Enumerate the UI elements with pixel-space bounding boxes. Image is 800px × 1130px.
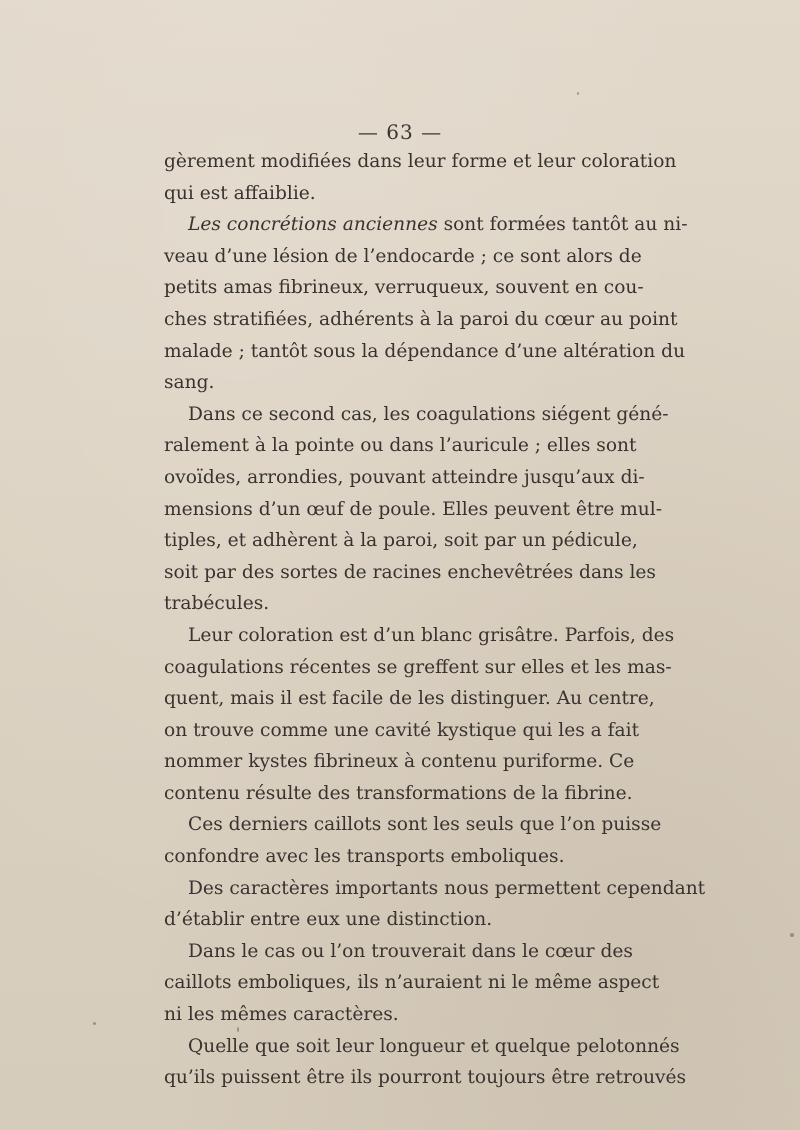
text-line: nommer kystes fibrineux à contenu puriforme. Ce	[164, 751, 635, 773]
text-line: sang.	[164, 372, 215, 394]
text-line: ches stratifiées, adhérents à la paroi du cœur au point	[164, 308, 678, 330]
text-line: gèrement modifiées dans leur forme et leur coloration	[164, 151, 677, 172]
text-line: contenu résulte des transformations de la fibrine.	[164, 782, 633, 804]
italic-term: Les concrétions anciennes	[188, 214, 438, 236]
text-line: ovoïdes, arrondies, pouvant atteindre jusqu’aux di-	[164, 466, 645, 488]
paper-speck	[93, 1022, 96, 1025]
text-line: soit par des sortes de racines enchevêtrées dans les	[164, 561, 656, 583]
text-line: trabécules.	[164, 593, 270, 615]
page-number: — 63 —	[357, 120, 443, 144]
body-text	[164, 146, 706, 1094]
text-line: Ces derniers caillots sont les seuls que l’on puisse	[188, 814, 662, 836]
text-line: Dans ce second cas, les coagulations siégent géné-	[188, 403, 669, 425]
paper-speck	[577, 92, 579, 95]
text-line-rest: sont formées tantôt au ni-	[437, 214, 688, 236]
text-line: Dans le cas ou l’on trouverait dans le cœur des	[188, 940, 633, 962]
text-line: qui est affaiblie.	[164, 182, 316, 204]
text-line: veau d’une lésion de l’endocarde ; ce sont alors de	[164, 245, 642, 267]
text-line: coagulations récentes se greffent sur elles et les mas-	[164, 656, 672, 678]
text-line: d’établir entre eux une distinction.	[164, 909, 493, 931]
text-line: qu’ils puissent être ils pourront toujours être retrouvés	[164, 1067, 687, 1089]
text-line: tiples, et adhèrent à la paroi, soit par un pédicule,	[164, 530, 638, 552]
text-line: Leur coloration est d’un blanc grisâtre. Parfois, des	[188, 624, 675, 646]
paper-speck	[790, 933, 794, 937]
text-line: petits amas fibrineux, verruqueux, souvent en cou-	[164, 277, 644, 299]
text-line	[164, 209, 688, 241]
text-line: confondre avec les transports emboliques.	[164, 846, 565, 868]
text-line: on trouve comme une cavité kystique qui les a fait	[164, 719, 640, 741]
text-line: Des caractères importants nous permettent cependant	[188, 877, 706, 899]
text-line: malade ; tantôt sous la dépendance d’une altération du	[164, 340, 686, 362]
text-line: Quelle que soit leur longueur et quelque pelotonnés	[188, 1035, 680, 1057]
text-line: ralement à la pointe ou dans l’auricule ; elles sont	[164, 435, 637, 457]
text-line: ni les mêmes caractères.	[164, 1004, 399, 1026]
text-line: quent, mais il est facile de les distinguer. Au centre,	[164, 688, 655, 710]
text-line: mensions d’un œuf de poule. Elles peuvent être mul-	[164, 498, 662, 520]
paper-speck	[237, 1027, 239, 1032]
text-line: caillots emboliques, ils n’auraient ni le même aspect	[164, 972, 660, 994]
